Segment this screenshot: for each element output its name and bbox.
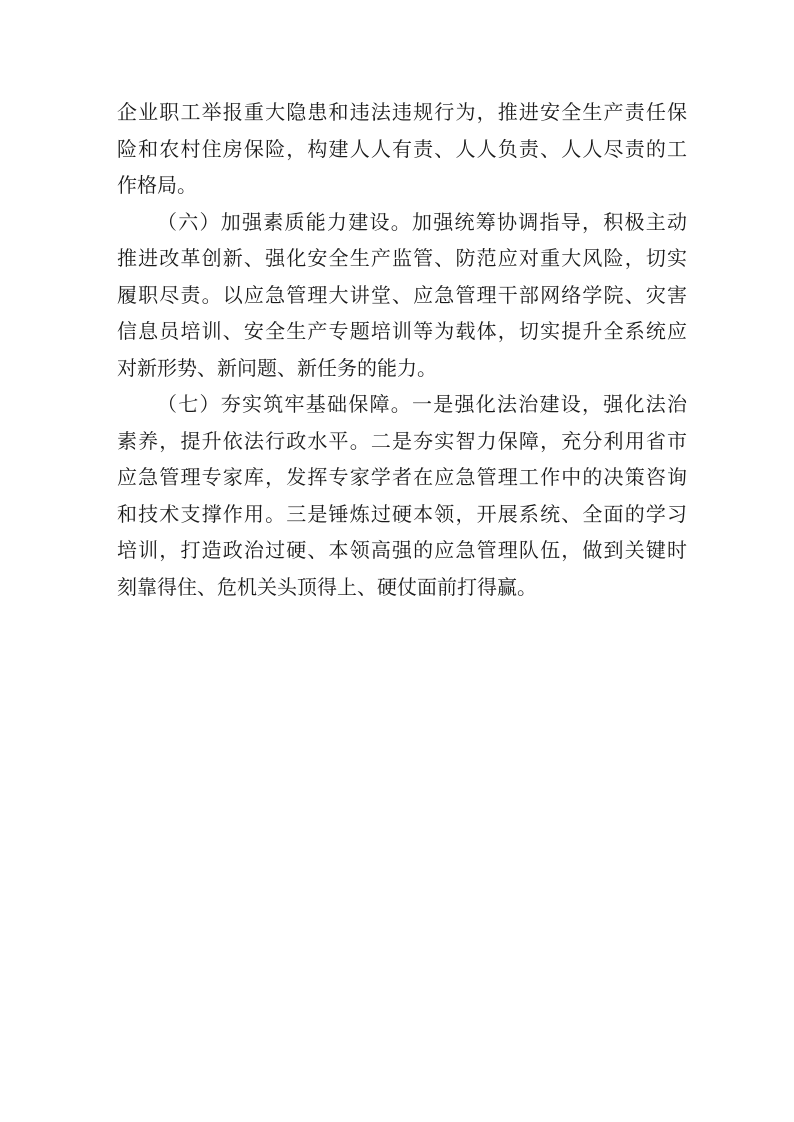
paragraph-continuation: [117, 94, 687, 204]
paragraph-seven: [117, 386, 687, 605]
paragraph-line: 和技术支撑作用。三是锤炼过硬本领，开展系统、全面的学习: [117, 501, 687, 526]
paragraph-line: 险和农村住房保险，构建人人有责、人人负责、人人尽责的工: [117, 136, 687, 161]
paragraph-line: 推进改革创新、强化安全生产监管、防范应对重大风险，切实: [117, 246, 687, 270]
paragraph-line: 企业职工举报重大隐患和违法违规行为，推进安全生产责任保: [117, 100, 687, 124]
paragraph-line: 信息员培训、安全生产专题培训等为载体，切实提升全系统应: [117, 319, 687, 343]
document-body: [117, 94, 687, 605]
paragraph-line: 作格局。: [117, 173, 197, 197]
paragraph-line: （六）加强素质能力建设。加强统筹协调指导，积极主动: [157, 209, 687, 234]
paragraph-line: 履职尽责。以应急管理大讲堂、应急管理干部网络学院、灾害: [117, 282, 687, 307]
paragraph-line: 应急管理专家库，发挥专家学者在应急管理工作中的决策咨询: [117, 465, 687, 489]
paragraph-line: （七）夯实筑牢基础保障。一是强化法治建设，强化法治: [157, 392, 687, 416]
paragraph-line: 刻靠得住、危机关头顶得上、硬仗面前打得赢。: [117, 574, 537, 599]
paragraph-line: 素养，提升依法行政水平。二是夯实智力保障，充分利用省市: [117, 428, 687, 453]
paragraph-line: 培训，打造政治过硬、本领高强的应急管理队伍，做到关键时: [117, 538, 687, 562]
paragraph-six: [117, 204, 687, 387]
paragraph-line: 对新形势、新问题、新任务的能力。: [117, 355, 437, 380]
